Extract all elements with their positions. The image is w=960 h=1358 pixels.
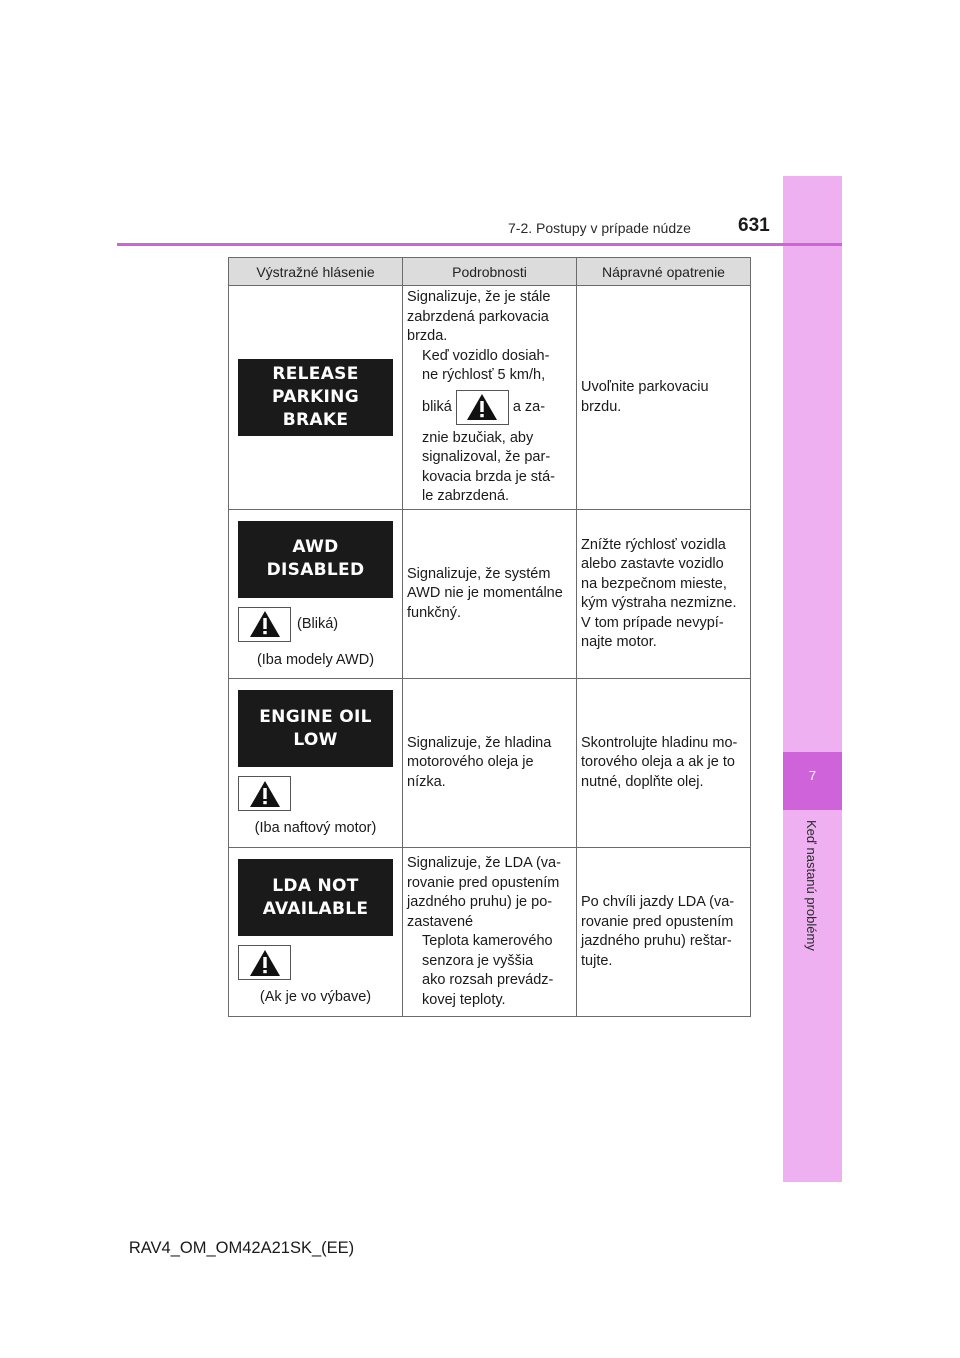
warning-display-cell [229,286,403,510]
details-line: brzda. [407,328,448,345]
section-title: 7-2. Postupy v prípade núdze [508,220,691,236]
details-line: Signalizuje, že LDA (va- [407,855,561,871]
column-header-details: Podrobnosti [403,258,577,286]
display-engine-oil-low [238,690,393,767]
action-cell [577,286,751,510]
action-line: najte motor. [581,634,657,650]
details-line: funkčný. [407,604,461,621]
details-line: signalizoval, že par- [422,449,551,466]
details-line: jazdného pruhu) je po- [407,894,553,910]
warning-display-cell [229,510,403,679]
action-line: kým výstraha nezmizne. [581,595,737,611]
details-word: bliká [422,398,452,415]
table-row [229,679,751,848]
display-line: LDA NOT [272,875,359,896]
icon-label: (Bliká) [297,616,339,632]
column-header-warning: Výstražné hlásenie [229,258,403,286]
action-line: rovanie pred opustením [581,913,734,930]
details-line: Teplota kamerového [422,933,553,949]
action-line: V tom prípade nevypí- [581,614,724,631]
table-row [229,510,751,679]
icon-row [238,776,402,811]
details-line: zabrzdená parkovacia [407,308,549,325]
details-line: ako rozsah prevádz- [422,972,554,988]
column-header-action: Nápravné opatrenie [577,258,751,286]
table-row [229,848,751,1017]
details-line: rovanie pred opustením [407,874,560,891]
warning-triangle-icon [456,390,509,425]
display-line: ENGINE OIL [259,706,372,727]
display-line: AVAILABLE [262,898,369,919]
action-line: nutné, doplňte olej. [581,773,704,790]
details-line: Signalizuje, že systém [407,565,551,582]
icon-row [238,607,402,642]
details-line: znie bzučiak, aby [422,429,534,446]
details-line: kovacia brzda je stá- [422,468,555,485]
chapter-title: Keď nastanú problémy [804,820,819,951]
page-number: 631 [738,215,770,236]
display-awd-disabled [238,521,393,598]
details-cell [403,286,577,510]
details-line: motorového oleja je [407,754,534,771]
display-release-parking-brake [238,359,393,436]
applicability-note: (Iba modely AWD) [256,651,375,668]
action-cell [577,679,751,848]
action-cell [577,848,751,1017]
action-line: Skontrolujte hladinu mo- [581,734,738,751]
action-line: jazdného pruhu) reštar- [581,933,732,949]
warning-display-cell [229,848,403,1017]
display-lda-not-available [238,859,393,936]
details-line: nízka. [407,773,446,790]
chapter-title-vertical [803,820,823,980]
table-header-row [229,258,751,286]
details-line: Keď vozidlo dosiah- [422,347,550,364]
document-id: RAV4_OM_OM42A21SK_(EE) [128,1239,355,1257]
warning-triangle-icon [238,607,291,642]
display-line: RELEASE [272,364,359,384]
action-line: na bezpečnom mieste, [581,575,727,592]
warning-display-cell [229,679,403,848]
action-line: Znížte rýchlosť vozidla [581,536,726,553]
warning-triangle-icon [238,945,291,980]
action-line: brzdu. [581,398,622,415]
details-line: zastavené [407,913,474,930]
action-line: tujte. [581,952,613,969]
action-line: torového oleja a ak je to [581,754,735,771]
details-line: Signalizuje, že je stále [407,289,551,306]
details-inline-icon-line [407,390,572,425]
header-rule [117,243,842,246]
action-cell [577,510,751,679]
applicability-note: (Ak je vo výbave) [259,989,372,1005]
warning-triangle-icon [238,776,291,811]
applicability-note: (Iba naftový motor) [254,820,377,836]
details-line: le zabrzdená. [422,488,510,505]
details-cell [403,679,577,848]
table-row [229,286,751,510]
display-line: DISABLED [266,560,365,580]
details-cell [403,510,577,679]
chapter-number: 7 [808,768,817,783]
display-line: PARKING BRAKE [272,387,359,430]
details-line: kovej teploty. [422,991,506,1008]
chapter-side-tab [783,176,842,1182]
details-line: senzora je vyššia [422,952,534,969]
action-line: Po chvíli jazdy LDA (va- [581,894,735,910]
display-line: AWD [292,537,339,557]
details-line: Signalizuje, že hladina [407,734,552,751]
details-line: ne rýchlosť 5 km/h, [422,367,546,384]
details-line: AWD nie je momentálne [407,585,563,602]
action-line: alebo zastavte vozidlo [581,556,724,572]
details-word: a za- [512,398,546,415]
action-line: Uvoľnite parkovaciu [581,379,709,395]
display-line: LOW [293,729,338,750]
warning-messages-table [228,257,751,1017]
details-cell [403,848,577,1017]
icon-row [238,945,402,980]
